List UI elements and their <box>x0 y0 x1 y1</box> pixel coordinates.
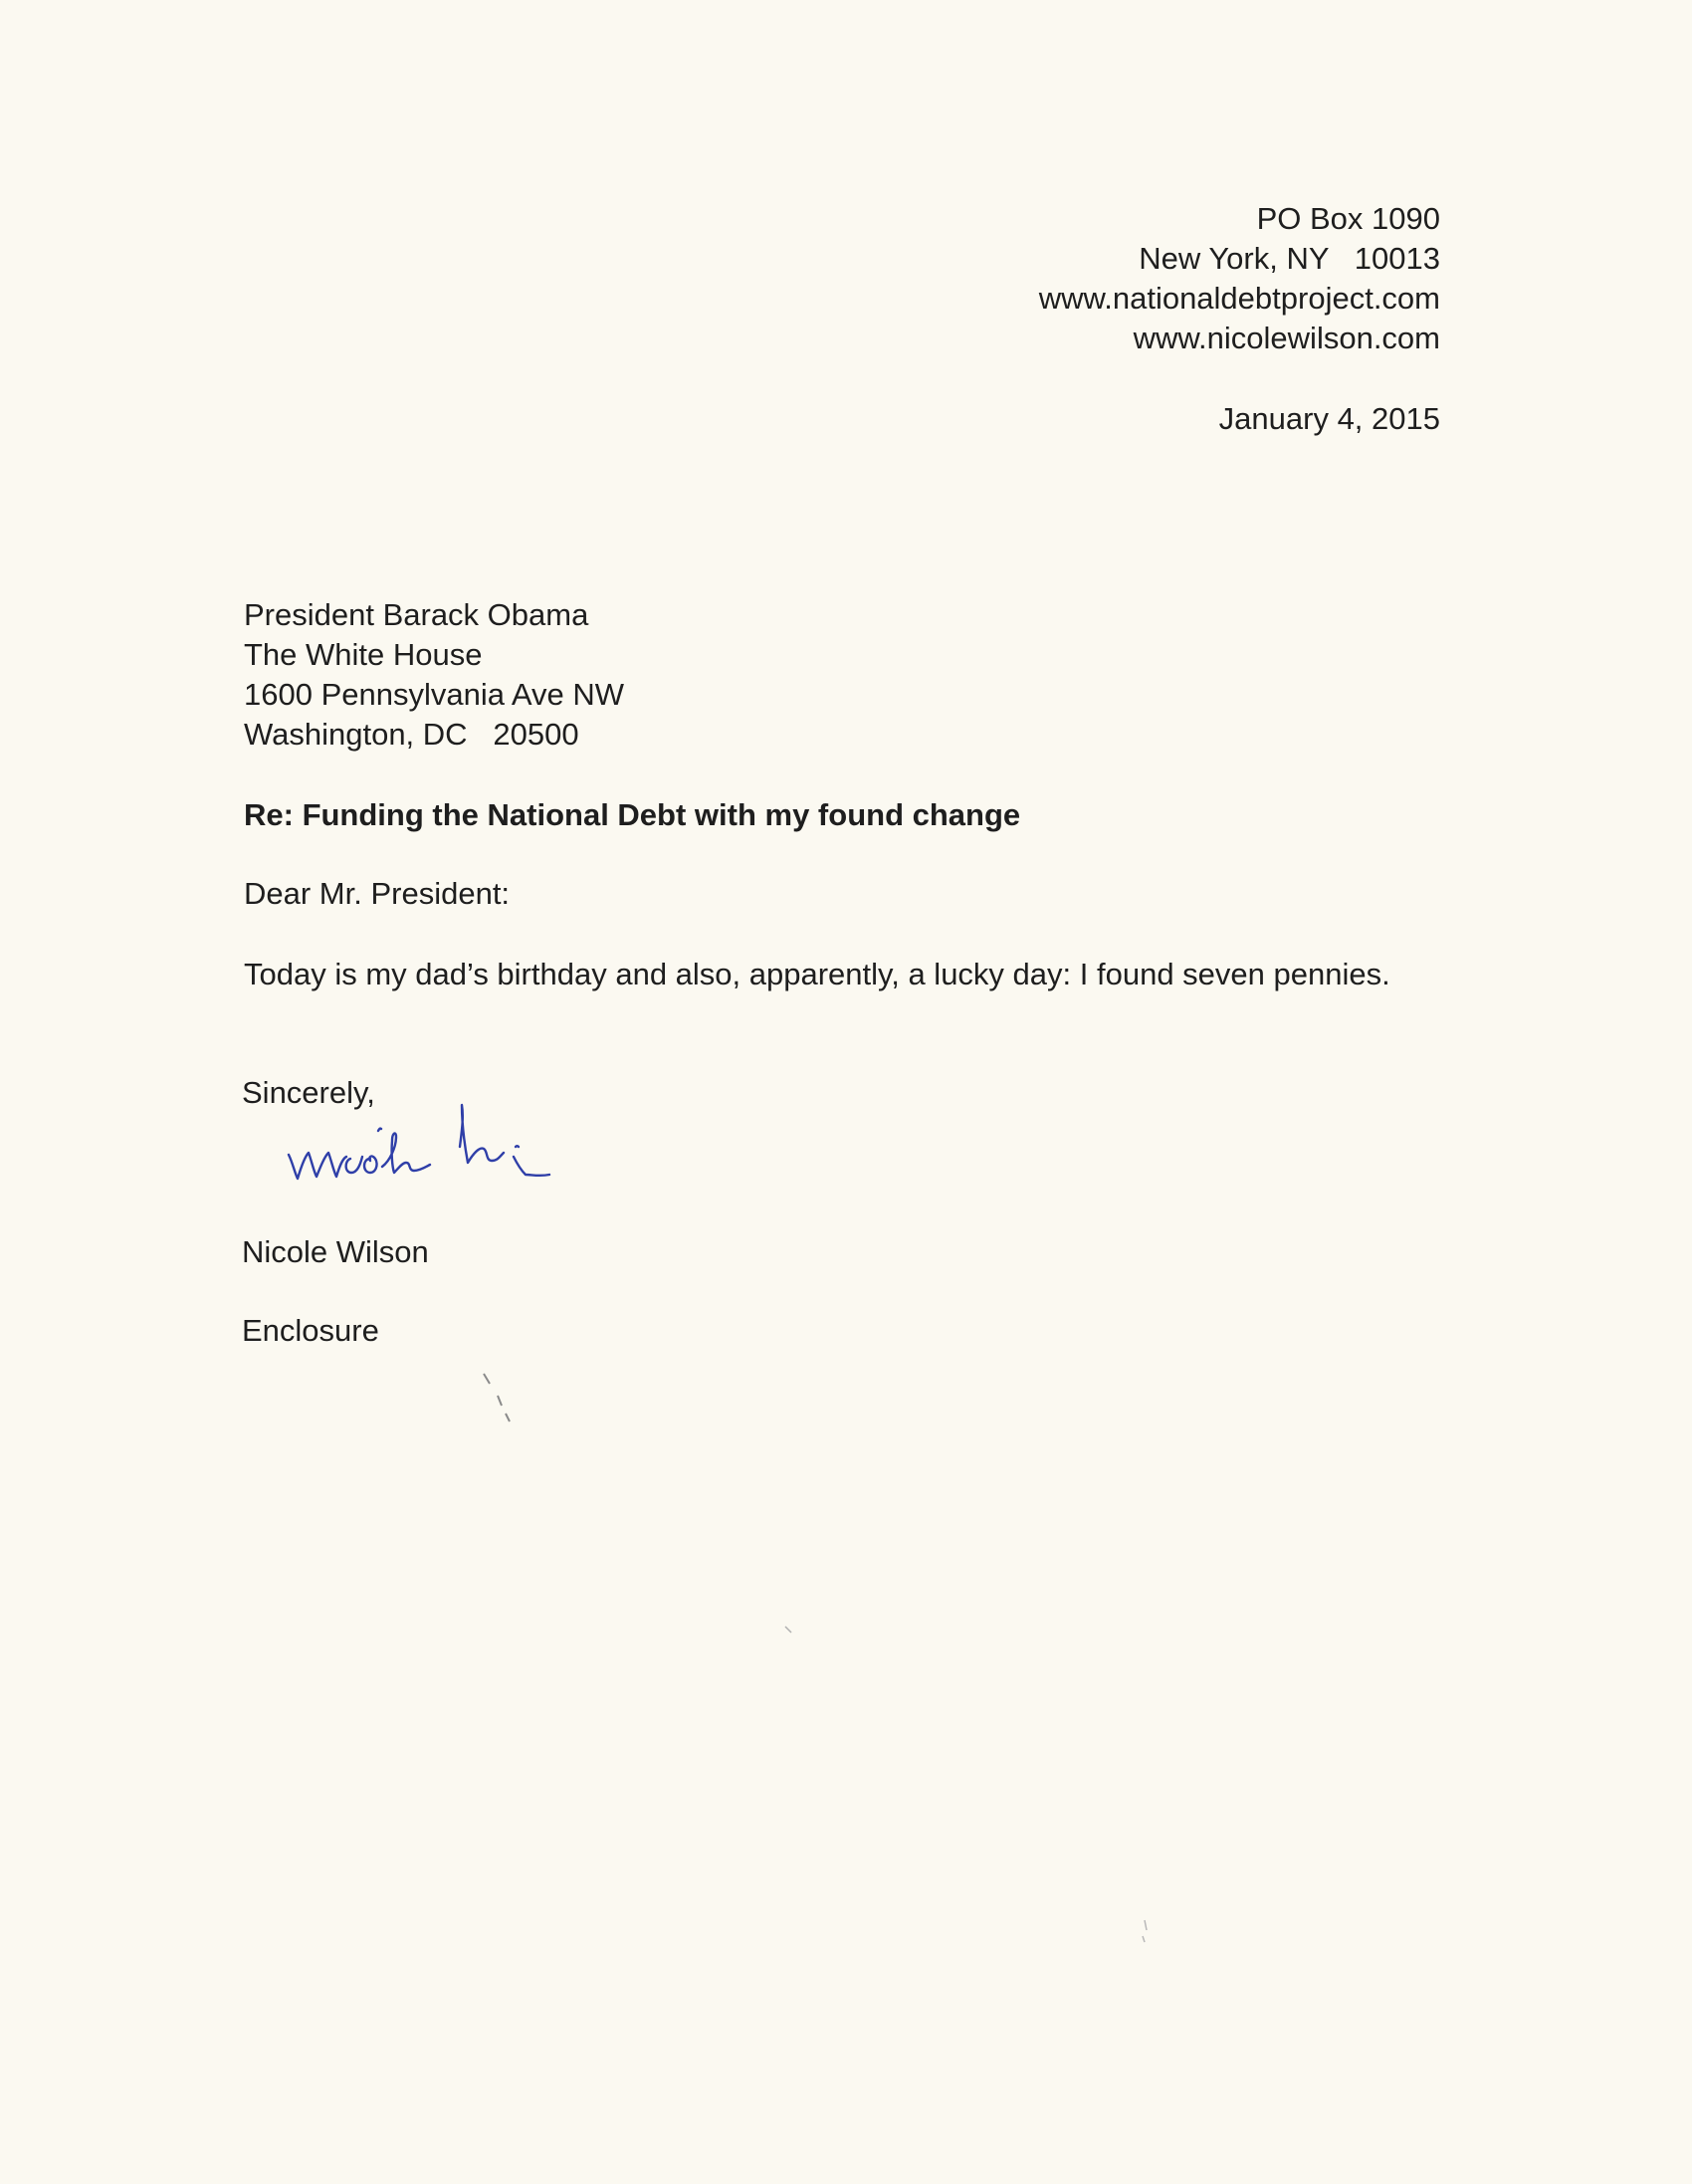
sender-website-2: www.nicolewilson.com <box>1133 321 1440 355</box>
letter-date: January 4, 2015 <box>1218 401 1440 436</box>
enclosure-notation: Enclosure <box>242 1313 379 1348</box>
sender-address-block <box>1039 199 1440 358</box>
handwritten-signature <box>279 1087 677 1197</box>
recipient-line-3: Washington, DC 20500 <box>244 717 579 752</box>
sender-address-line-2: New York, NY 10013 <box>1139 241 1440 276</box>
sender-address-line-1: PO Box 1090 <box>1256 201 1440 236</box>
recipient-line-1: The White House <box>244 637 483 672</box>
closing: Sincerely, <box>242 1075 375 1110</box>
paper-speck <box>781 1623 801 1642</box>
subject-line: Re: Funding the National Debt with my found change <box>244 797 1021 832</box>
recipient-name: President Barack Obama <box>244 597 589 632</box>
salutation: Dear Mr. President: <box>244 876 511 911</box>
paper-speck <box>476 1366 526 1445</box>
sender-website-1: www.nationaldebtproject.com <box>1038 281 1440 316</box>
letter-body: Today is my dad’s birthday and also, apparently, a lucky day: I found seven pennies. <box>244 957 1390 991</box>
recipient-address-block <box>244 595 624 755</box>
signer-name: Nicole Wilson <box>242 1234 429 1269</box>
paper-speck <box>1135 1916 1155 1946</box>
recipient-line-2: 1600 Pennsylvania Ave NW <box>244 677 624 712</box>
